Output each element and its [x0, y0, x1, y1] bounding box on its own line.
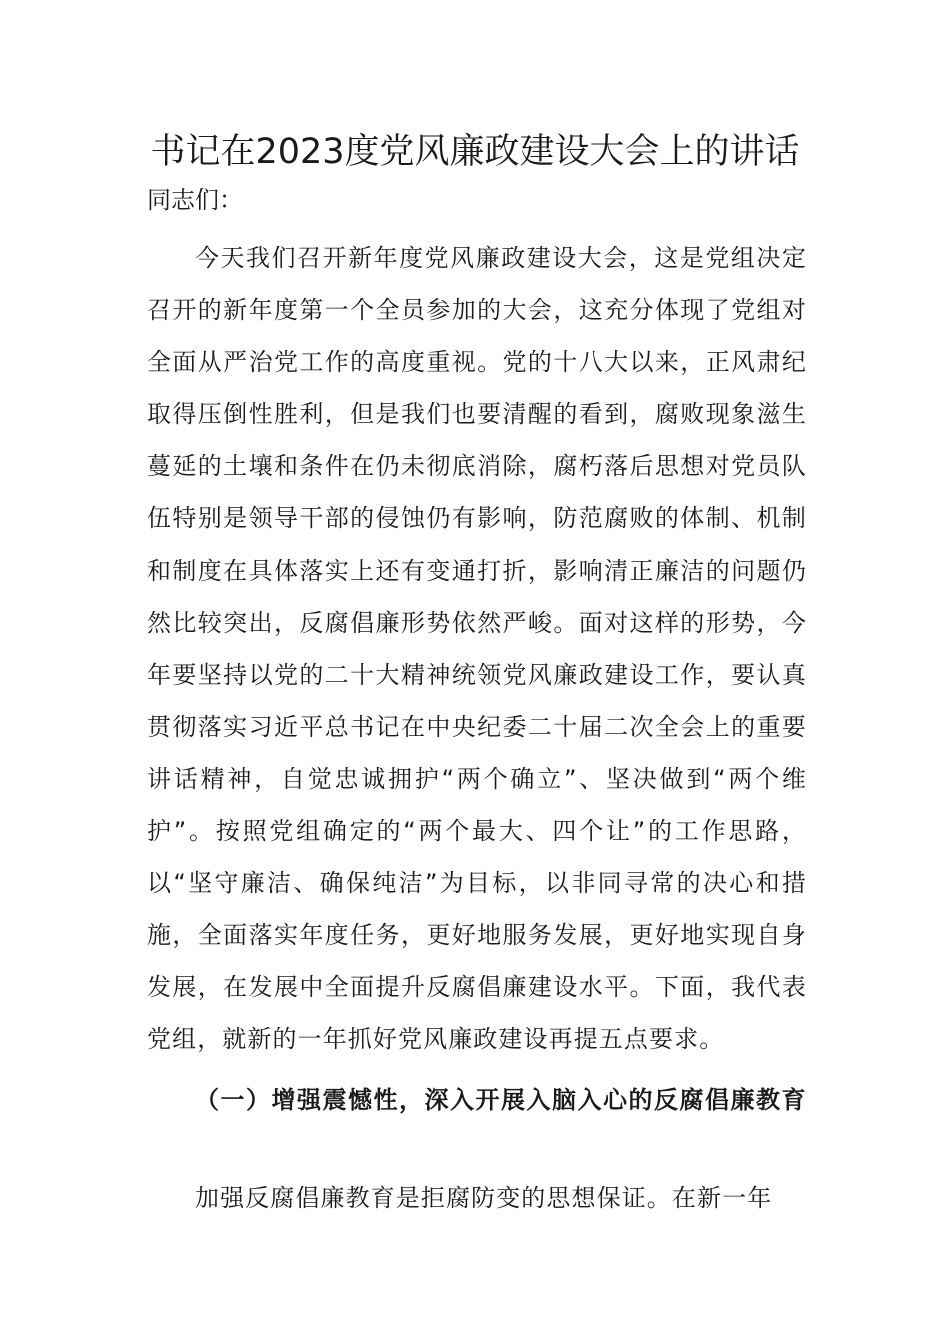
section-paragraph: 加强反腐倡廉教育是拒腐防变的思想保证。在新一年	[195, 1184, 773, 1212]
body-paragraph: 今天我们召开新年度党风廉政建设大会，这是党组决定召开的新年度第一个全员参加的大会，这充分体现了党组对全面从严治党工作的高度重视。党的十八大以来，正风肃纪取得压倒性胜利，但是我们也要清醒的看到，腐败现象滋生蔓延的土壤和条件在仍未彻底消除，腐朽落后思想对党员队伍特别是领导干部的侵蚀仍有影响，防范腐败的体制、机制和制度在具体落实上还有变通打折，影响清正廉洁的问题仍然比较突出，反腐倡廉形势依然严峻。面对这样的形势，今年要坚持以党的二十大精神统领党风廉政建设工作，要认真贯彻落实习近平总书记在中央纪委二十届二次全会上的重要讲话精神，自觉忠诚拥护“两个确立”、坚决做到“两个维护”。按照党组确定的“两个最大、四个让”的工作思路，以“坚守廉洁、确保纯洁”为目标，以非同寻常的决心和措施，全面落实年度任务，更好地服务发展，更好地实现自身发展，在发展中全面提升反腐倡廉建设水平。下面，我代表党组，就新的一年抓好党风廉政建设再提五点要求。	[147, 244, 807, 1054]
document-title: 书记在2023度党风廉政建设大会上的讲话	[150, 132, 800, 172]
salutation: 同志们：	[147, 186, 243, 214]
section-heading: （一）增强震憾性，深入开展入脑入心的反腐倡廉教育	[195, 1086, 807, 1114]
